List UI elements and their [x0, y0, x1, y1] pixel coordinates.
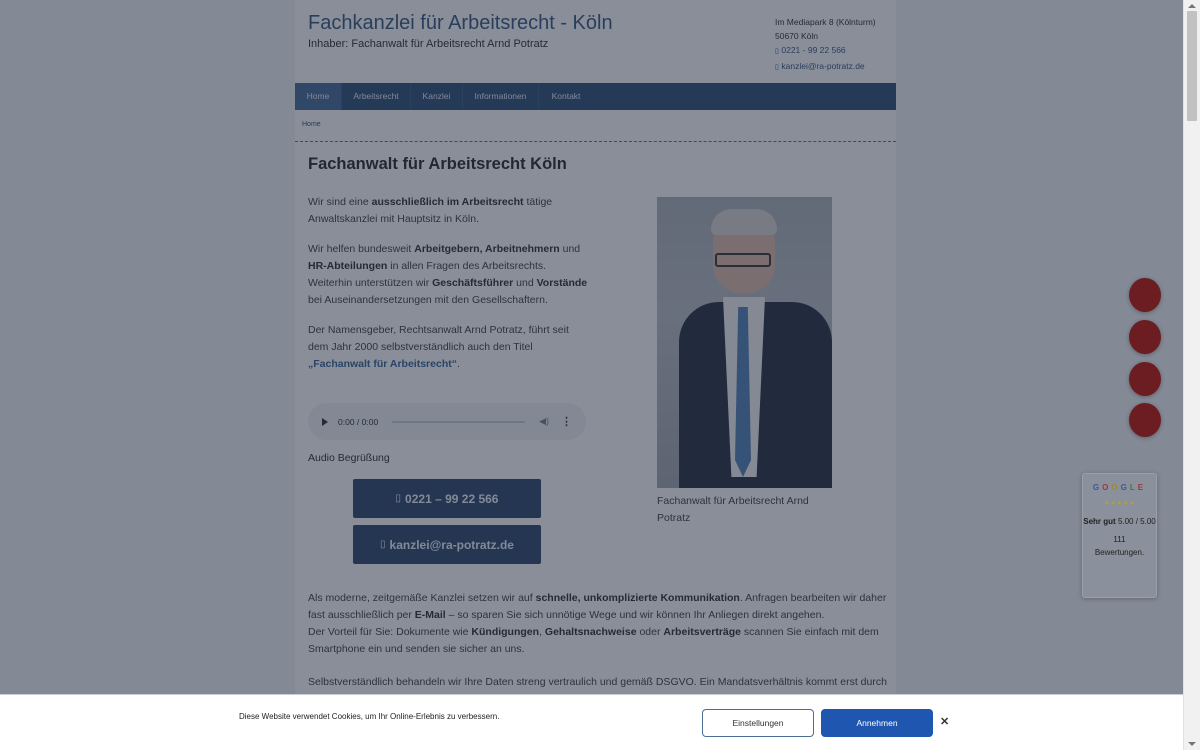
- rating-text: Sehr gut 5.00 / 5.00: [1083, 517, 1156, 526]
- google-logo: GOOGLE: [1092, 483, 1147, 492]
- floating-action-button-3[interactable]: [1129, 362, 1161, 396]
- scroll-down-arrow-icon[interactable]: [1188, 742, 1196, 746]
- cookie-banner: [0, 694, 1183, 750]
- cookie-settings-button[interactable]: Einstellungen: [702, 709, 814, 737]
- star-rating-icon: ★★★★★: [1103, 500, 1136, 507]
- scroll-up-arrow-icon[interactable]: [1188, 4, 1196, 8]
- floating-action-button-4[interactable]: [1129, 403, 1161, 437]
- cookie-message: Diese Website verwendet Cookies, um Ihr Online-Erlebnis zu verbessern.: [239, 712, 500, 721]
- google-reviews-widget[interactable]: [1082, 473, 1157, 598]
- cookie-accept-button[interactable]: Annehmen: [821, 709, 933, 737]
- scroll-thumb[interactable]: [1187, 11, 1197, 121]
- close-icon[interactable]: ✕: [940, 716, 950, 728]
- floating-action-button-1[interactable]: [1129, 278, 1161, 312]
- vertical-scrollbar[interactable]: [1183, 0, 1200, 750]
- floating-action-button-2[interactable]: [1129, 320, 1161, 354]
- review-count: 111 Bewertungen.: [1094, 535, 1145, 557]
